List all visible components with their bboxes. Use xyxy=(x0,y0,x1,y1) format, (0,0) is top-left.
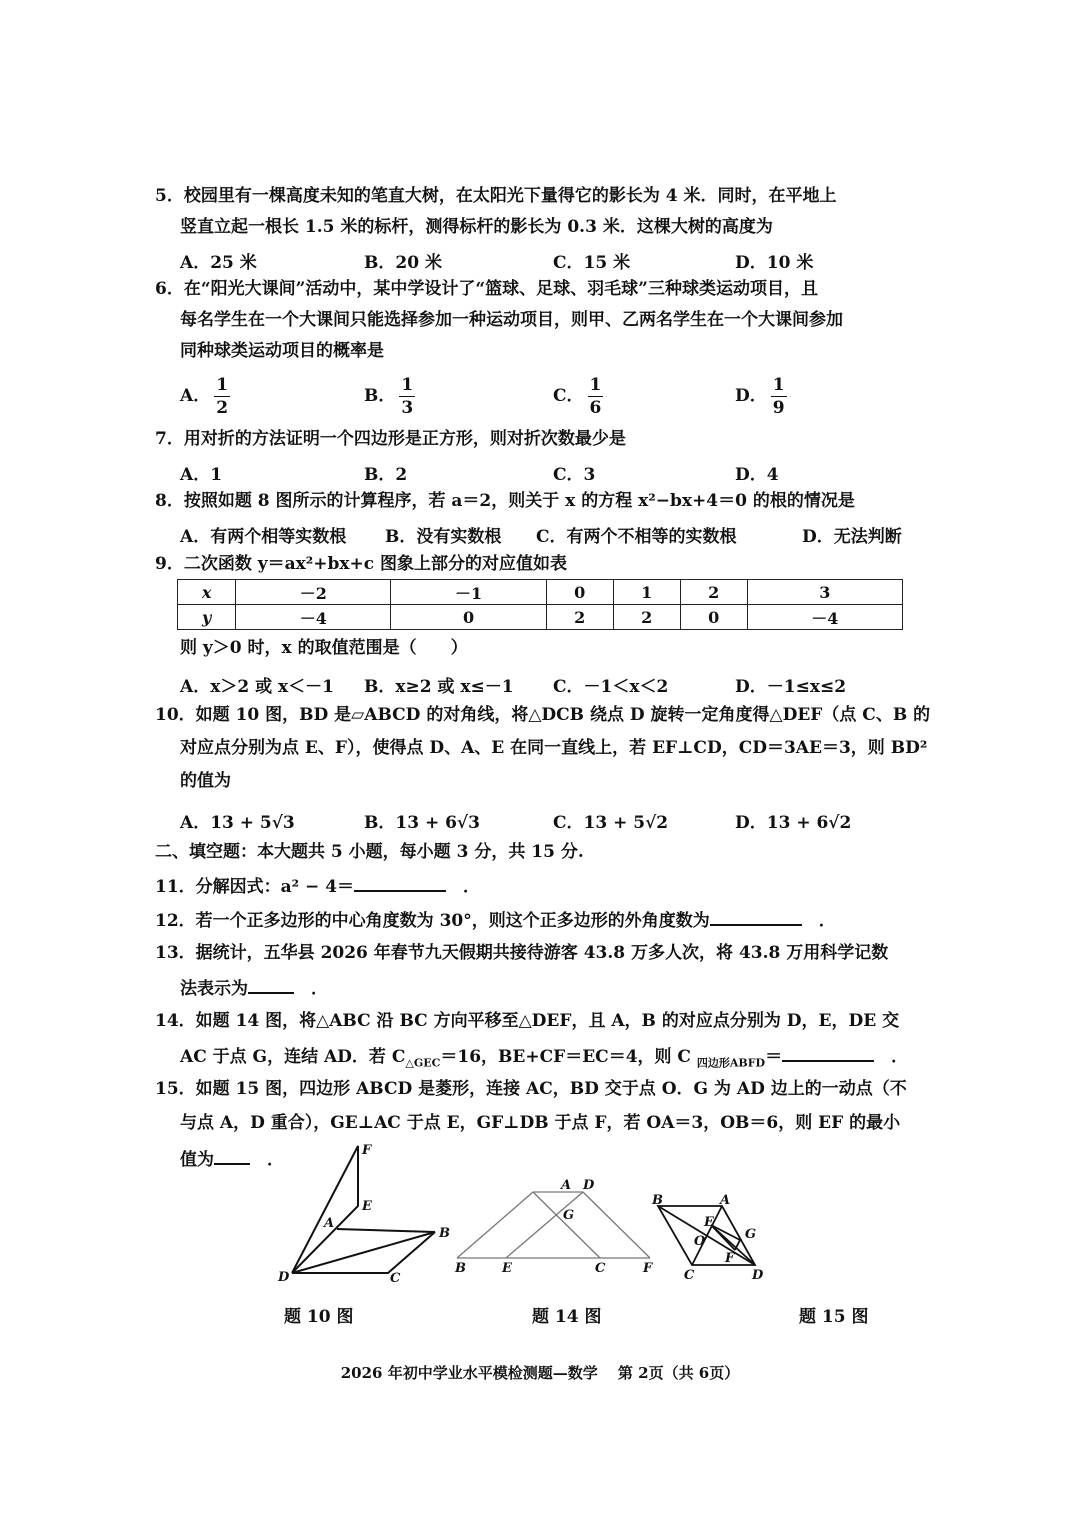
svg-text:A: A xyxy=(324,1216,335,1231)
q10-line2: 对应点分别为点 E、F），使得点 D、A、E 在同一直线上，若 EF⊥CD，CD＝3AE＝3，则 BD² xyxy=(180,738,928,758)
q9-line1: 9．二次函数 y＝ax²+bx+c 图象上部分的对应值如表 xyxy=(155,554,568,574)
svg-text:E: E xyxy=(502,1261,512,1276)
q6-line2: 每名学生在一个大课间只能选择参加一种运动项目，则甲、乙两名学生在一个大课间参加 xyxy=(180,310,843,330)
q10-line1: 10．如题 10 图，BD 是▱ABCD 的对角线，将△DCB 绕点 D 旋转一定角度得△DEF（点 C、B 的 xyxy=(155,705,931,725)
q5-line1: 5．校园里有一棵高度未知的笔直大树，在太阳光下量得它的影长为 4 米．同时，在平地上 xyxy=(155,186,837,206)
svg-text:B: B xyxy=(455,1261,466,1276)
q7-option-b: B．2 xyxy=(364,465,408,485)
q8-option-a: A．有两个相等实数根 xyxy=(180,527,347,547)
q7-line1: 7．用对折的方法证明一个四边形是正方形，则对折次数最少是 xyxy=(155,429,626,449)
svg-text:B: B xyxy=(652,1193,663,1208)
q6-option-d: D． $\frac{1}{9}$ xyxy=(735,375,785,418)
svg-text:A: A xyxy=(561,1178,572,1193)
table-cell: 0 xyxy=(680,605,747,630)
question-11: 11．分解因式：a² − 4＝ ． xyxy=(155,874,480,898)
q15-line3: 值为 ． xyxy=(180,1147,284,1171)
q9-option-a: A．x＞2 或 x＜－1 xyxy=(180,677,334,697)
q6-line1: 6．在“阳光大课间”活动中，某中学设计了“篮球、足球、羽毛球”三种球类运动项目，且 xyxy=(155,279,818,299)
svg-text:O: O xyxy=(694,1234,706,1249)
page-footer: 2026 年初中学业水平模检测题—数学 第 2页（共 6页） xyxy=(340,1364,740,1382)
q8-option-d: D．无法判断 xyxy=(802,527,902,547)
figure-14-labels xyxy=(454,1178,653,1276)
svg-text:C: C xyxy=(390,1271,401,1286)
table-cell: －4 xyxy=(747,605,902,630)
q10-option-c: C．13 + 5√2 xyxy=(553,813,669,833)
table-cell: 3 xyxy=(747,580,902,605)
q9-option-b: B．x≥2 或 x≤－1 xyxy=(364,677,514,697)
q7-option-d: D．4 xyxy=(735,465,779,485)
q14-line1: 14．如题 14 图，将△ABC 沿 BC 方向平移至△DEF，且 A，B 的对应点分别为 D，E，DE 交 xyxy=(155,1011,900,1031)
q10-line3: 的值为 xyxy=(180,771,231,791)
q9-option-c: C．－1＜x＜2 xyxy=(553,677,669,697)
table-cell: 1 xyxy=(613,580,680,605)
question-12: 12．若一个正多边形的中心角度数为 30°，则这个正多边形的外角度数为 ． xyxy=(155,908,836,932)
q7-option-c: C．3 xyxy=(553,465,596,485)
q9-option-d: D．－1≤x≤2 xyxy=(735,677,847,697)
table-cell: y xyxy=(178,605,236,630)
table-cell: －4 xyxy=(236,605,391,630)
q6-line3: 同种球类运动项目的概率是 xyxy=(180,341,384,361)
figure-10-labels xyxy=(277,1143,450,1286)
q6-option-b: B． $\frac{1}{3}$ xyxy=(364,375,414,418)
svg-text:F: F xyxy=(643,1261,653,1276)
table-cell: 0 xyxy=(391,605,546,630)
q5-option-b: B．20 米 xyxy=(364,253,442,273)
table-cell: －2 xyxy=(236,580,391,605)
svg-text:D: D xyxy=(278,1270,290,1285)
q8-option-b: B．没有实数根 xyxy=(385,527,502,547)
q13-line2: 法表示为 ． xyxy=(180,976,328,1000)
q8-line1: 8．按照如题 8 图所示的计算程序，若 a＝2，则关于 x 的方程 x²−bx+4＝0 的根的情况是 xyxy=(155,491,855,511)
figure-15-caption: 题 15 图 xyxy=(799,1307,869,1327)
figure-10-caption: 题 10 图 xyxy=(284,1307,354,1327)
q7-option-a: A．1 xyxy=(180,465,223,485)
section-heading: 二、填空题：本大题共 5 小题，每小题 3 分，共 15 分. xyxy=(155,842,584,862)
table-cell: 0 xyxy=(546,580,613,605)
svg-text:D: D xyxy=(583,1178,595,1193)
q9-line2: 则 y＞0 时，x 的取值范围是（ ） xyxy=(180,638,468,658)
q5-option-d: D．10 米 xyxy=(735,253,814,273)
q15-line1: 15．如题 15 图，四边形 ABCD 是菱形，连接 AC，BD 交于点 O．G 为 AD 边上的一动点（不 xyxy=(155,1079,907,1099)
table-cell: 2 xyxy=(613,605,680,630)
figure-14-caption: 题 14 图 xyxy=(532,1307,602,1327)
table-cell: x xyxy=(178,580,236,605)
q5-option-a: A．25 米 xyxy=(180,253,257,273)
q5-line2: 竖直立起一根长 1.5 米的标杆，测得标杆的影长为 0.3 米．这棵大树的高度为 xyxy=(180,217,773,237)
table-cell: 2 xyxy=(546,605,613,630)
q15-line2: 与点 A，D 重合），GE⊥AC 于点 E，GF⊥DB 于点 F，若 OA＝3，OB＝6，则 EF 的最小 xyxy=(180,1113,901,1133)
svg-text:C: C xyxy=(684,1268,695,1283)
svg-text:D: D xyxy=(752,1268,764,1283)
figure-14 xyxy=(457,1192,650,1258)
svg-text:E: E xyxy=(704,1215,714,1230)
svg-text:F: F xyxy=(362,1143,372,1158)
q10-option-d: D．13 + 6√2 xyxy=(735,813,852,833)
q13-line1: 13．据统计，五华县 2026 年春节九天假期共接待游客 43.8 万多人次，将 43.8 万用科学记数 xyxy=(155,943,889,963)
q14-line2: AC 于点 G，连结 AD．若 $C_{\triangle GEC}=16$，BE+CF＝EC＝4，则 C $_{四边形ABFD}$＝ ． xyxy=(180,1044,908,1074)
svg-text:F: F xyxy=(725,1251,735,1266)
q10-option-b: B．13 + 6√3 xyxy=(364,813,480,833)
q5-option-c: C．15 米 xyxy=(553,253,631,273)
table-cell: －1 xyxy=(391,580,546,605)
svg-text:C: C xyxy=(595,1261,606,1276)
q6-option-c: C． $\frac{1}{6}$ xyxy=(553,375,602,418)
svg-text:B: B xyxy=(439,1226,450,1241)
svg-text:G: G xyxy=(745,1227,757,1242)
svg-text:G: G xyxy=(563,1208,575,1223)
q6-option-a: A． $\frac{1}{2}$ xyxy=(180,375,229,418)
q10-option-a: A．13 + 5√3 xyxy=(180,813,295,833)
table-cell: 2 xyxy=(680,580,747,605)
svg-text:A: A xyxy=(720,1193,731,1208)
svg-text:E: E xyxy=(362,1199,372,1214)
q8-option-c: C．有两个不相等的实数根 xyxy=(536,527,737,547)
